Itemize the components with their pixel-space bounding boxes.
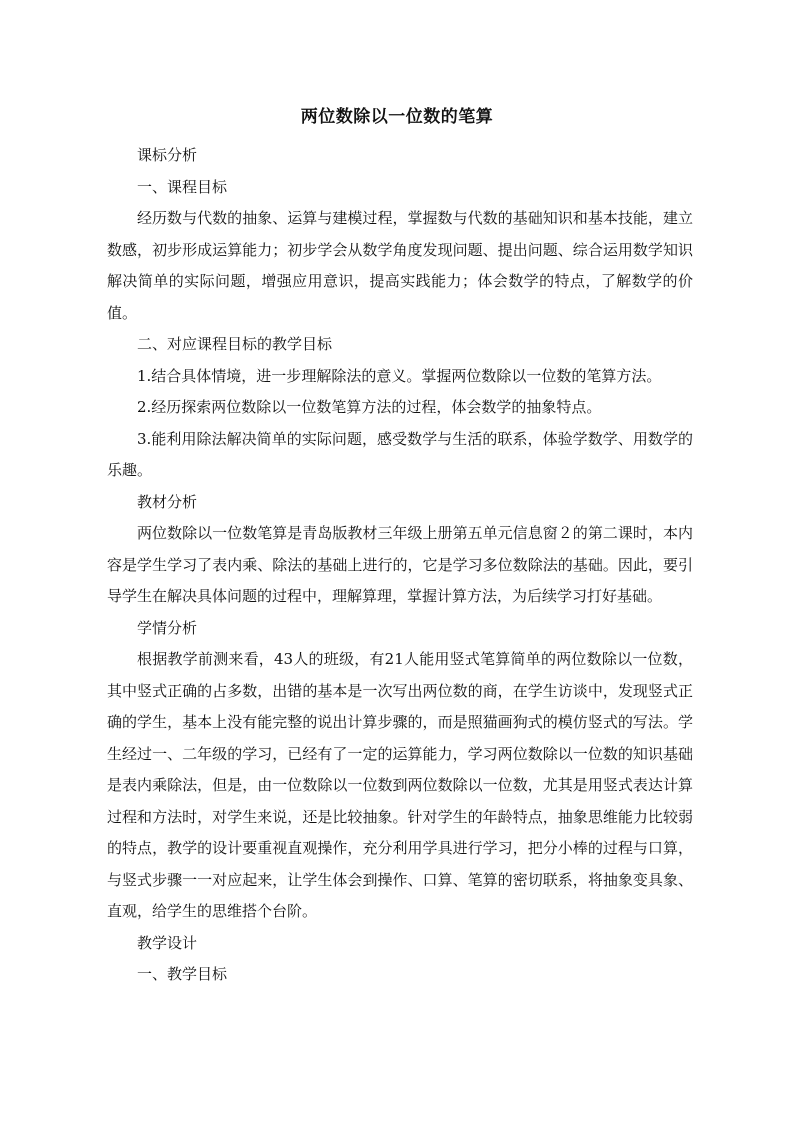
subheading-course-goals: 一、课程目标 (137, 177, 228, 196)
paragraph-course-goals: 经历数与代数的抽象、运算与建模过程，掌握数与代数的基础知识和基本技能，建立数感，初步形成运算能力；初步学会从数学角度发现问题、提出问题、综合运用数学知识解决简单的实际问题，增强应用意识，提高实践能力；体会数学的特点，了解数学的价值。 (107, 209, 693, 322)
paragraph-student-analysis: 根据教学前测来看，43人的班级，有21人能用竖式笔算简单的两位数除以一位数，其中竖式正确的占多数，出错的基本是一次写出两位数的商，在学生访谈中，发现竖式正确的学生，基本上没有能完整的说出计算步骤的，而是照猫画狗式的模仿竖式的写法。学生经过一、二年级的学习，已经有了一定的运算能力，学习两位数除以一位数的知识基础是表内乘除法，但是，由一位数除以一位数到两位数除以一位数，尤其是用竖式表达计算过程和方法时，对学生来说，还是比较抽象。针对学生的年龄特点，抽象思维能力比较弱的特点，教学的设计要重视直观操作，充分利用学具进行学习，把分小棒的过程与口算，与竖式步骤一一对应起来，让学生体会到操作、口算、笔算的密切联系，将抽象变具象、直观，给学生的思维搭个台阶。 (107, 650, 693, 920)
heading-curriculum-analysis: 课标分析 (137, 146, 198, 164)
heading-textbook-analysis: 教材分析 (137, 492, 198, 511)
subheading-teaching-goals: 二、对应课程目标的教学目标 (137, 335, 333, 353)
heading-teaching-design: 教学设计 (137, 933, 198, 952)
goal-item-3: 3.能利用除法解决简单的实际问题，感受数学与生活的联系，体验学数学、用数学的乐趣。 (107, 429, 693, 479)
goal-item-1: 1.结合具体情境，进一步理解除法的意义。掌握两位数除以一位数的笔算方法。 (137, 366, 662, 385)
document-title: 两位数除以一位数的笔算 (300, 107, 494, 127)
document-body (107, 140, 693, 991)
goal-item-2: 2.经历探索两位数除以一位数笔算方法的过程，体会数学的抽象特点。 (137, 398, 602, 416)
subheading-teaching-objectives: 一、教学目标 (137, 965, 228, 983)
heading-student-analysis: 学情分析 (137, 618, 198, 637)
paragraph-textbook-analysis: 两位数除以一位数笔算是青岛版教材三年级上册第五单元信息窗２的第二课时，本内容是学生学习了表内乘、除法的基础上进行的，它是学习多位数除法的基础。因此，要引导学生在解决具体问题的过程中，理解算理，掌握计算方法，为后续学习打好基础。 (107, 524, 693, 605)
